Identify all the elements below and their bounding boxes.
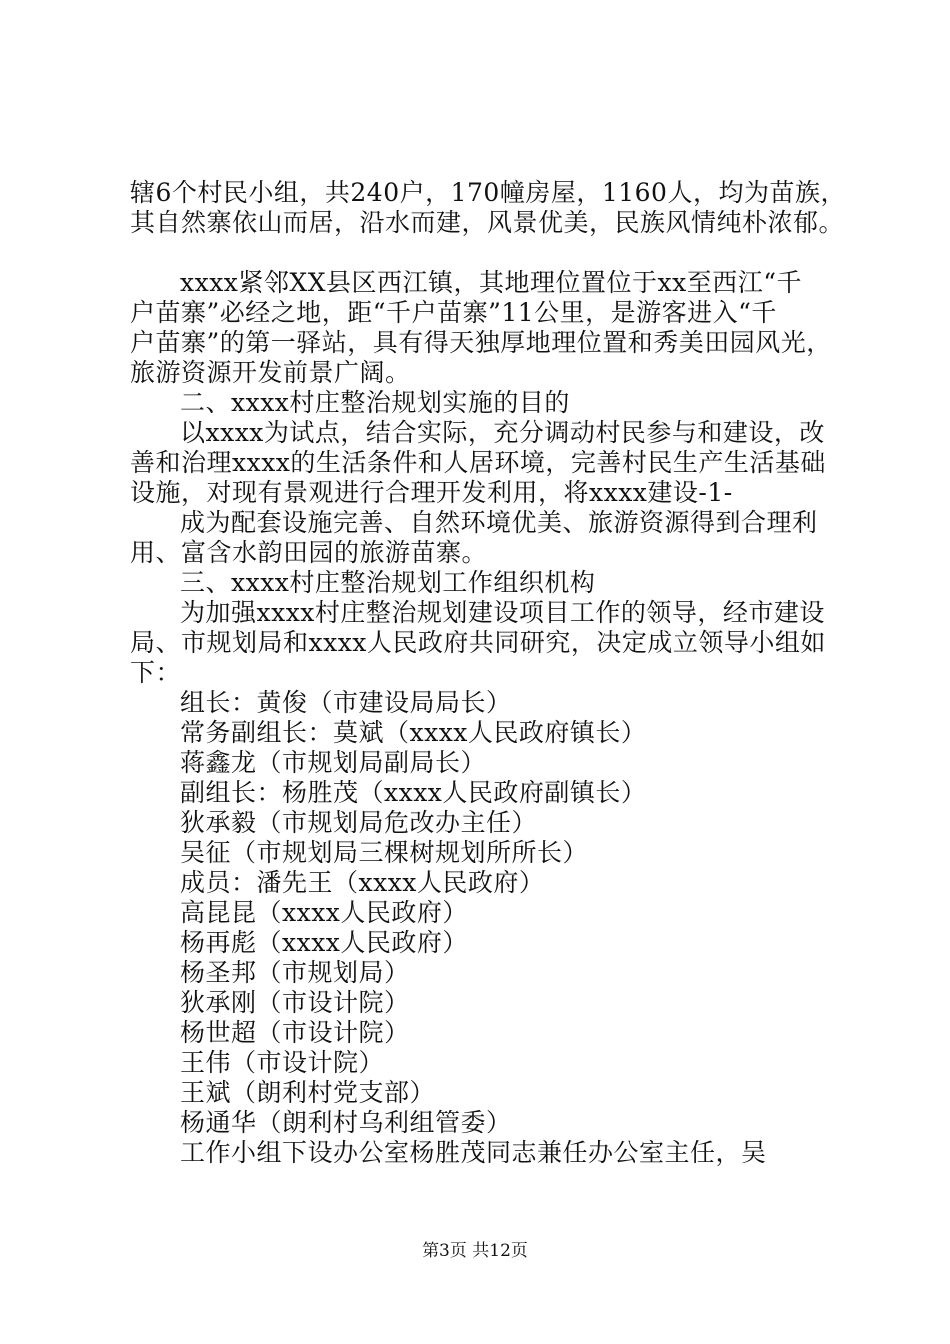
member-line: 蒋鑫龙（市规划局副局长）: [180, 748, 487, 777]
member-line: 杨世超（市设计院）: [180, 1018, 410, 1047]
text-line: 善和治理xxxx的生活条件和人居环境，完善村民生产生活基础: [130, 448, 826, 477]
text-line: 户苗寨”的第一驿站，具有得天独厚地理位置和秀美田园风光，: [130, 328, 832, 357]
member-line: 杨圣邦（市规划局）: [180, 958, 410, 987]
member-line: 成员：潘先王（xxxx人民政府）: [180, 868, 545, 897]
paragraph-line: 成为配套设施完善、自然环境优美、旅游资源得到合理利: [180, 508, 818, 537]
text-line: 其自然寨依山而居，沿水而建，风景优美，民族风情纯朴浓郁。: [130, 208, 845, 237]
section-heading: 三、xxxx村庄整治规划工作组织机构: [180, 568, 596, 597]
text-line: 设施，对现有景观进行合理开发利用，将xxxx建设-1-: [130, 478, 733, 507]
text-line: 户苗寨”必经之地，距“千户苗寨”11公里，是游客进入“千: [130, 298, 777, 327]
member-line: 常务副组长：莫斌（xxxx人民政府镇长）: [180, 718, 647, 747]
member-line: 王斌（朗利村党支部）: [180, 1078, 436, 1107]
text-line: 局、市规划局和xxxx人民政府共同研究，决定成立领导小组如: [130, 628, 826, 657]
member-line: 吴征（市规划局三棵树规划所所长）: [180, 838, 589, 867]
member-line: 高昆昆（xxxx人民政府）: [180, 898, 468, 927]
text-line: 辖6个村民小组，共240户，170幢房屋，1160人，均为苗族，: [130, 178, 846, 207]
page-number-footer: 第3页 共12页: [422, 1241, 528, 1261]
member-line: 狄承毅（市规划局危改办主任）: [180, 808, 538, 837]
text-line: 用、富含水韵田园的旅游苗寨。: [130, 538, 488, 567]
member-line: 狄承刚（市设计院）: [180, 988, 410, 1017]
section-heading: 二、xxxx村庄整治规划实施的目的: [180, 388, 570, 417]
paragraph-line: xxxx紧邻XX县区西江镇，其地理位置位于xx至西江“千: [180, 268, 802, 297]
paragraph-line: 以xxxx为试点，结合实际，充分调动村民参与和建设，改: [180, 418, 825, 447]
text-line: 旅游资源开发前景广阔。: [130, 358, 411, 387]
member-line: 杨再彪（xxxx人民政府）: [180, 928, 468, 957]
member-line: 杨通华（朗利村乌利组管委）: [180, 1108, 512, 1137]
member-line: 副组长：杨胜茂（xxxx人民政府副镇长）: [180, 778, 647, 807]
member-line: 王伟（市设计院）: [180, 1048, 385, 1077]
paragraph-line: 为加强xxxx村庄整治规划建设项目工作的领导，经市建设: [180, 598, 825, 627]
member-line: 组长：黄俊（市建设局局长）: [180, 688, 512, 717]
paragraph-line: 工作小组下设办公室杨胜茂同志兼任办公室主任，吴: [180, 1138, 767, 1167]
text-line: 下：: [130, 658, 182, 687]
